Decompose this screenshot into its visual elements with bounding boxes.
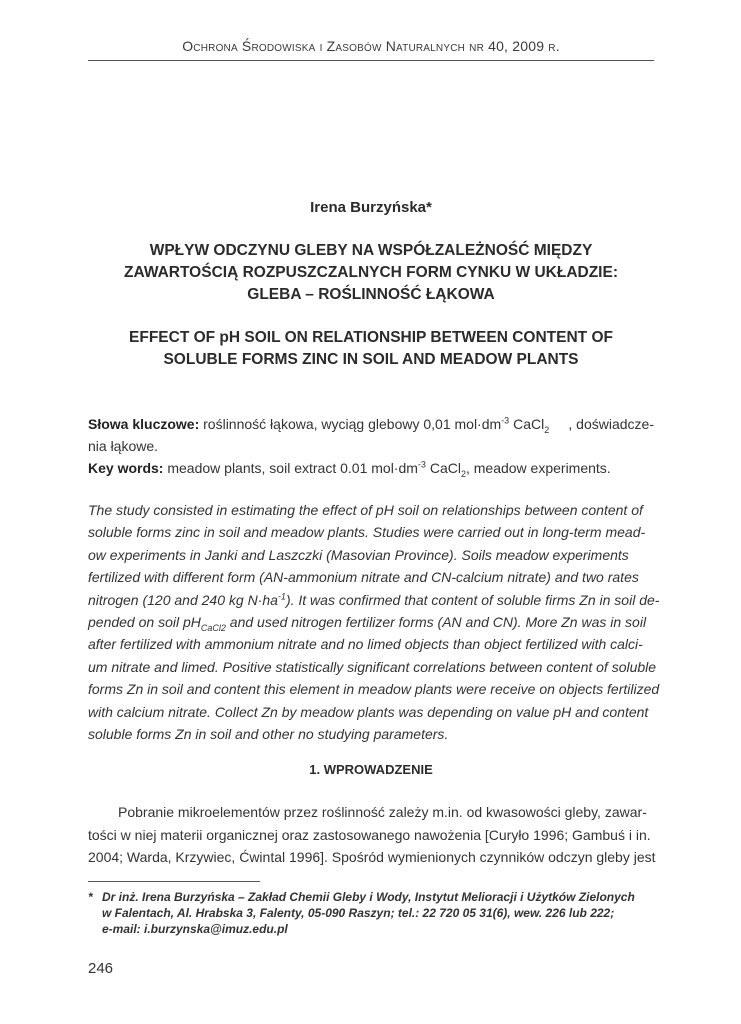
abstract-text: nitrogen (120 and 240 kg N·ha: [88, 591, 278, 608]
page-number: 246: [88, 960, 114, 977]
footnote-email-line[interactable]: e-mail: i.burzynska@imuz.edu.pl: [102, 922, 288, 936]
body-line: [88, 801, 654, 824]
title-pl-line: WPŁYW ODCZYNU GLEBY NA WSPÓŁZALEŻNOŚĆ MIĘDZY: [149, 242, 593, 259]
abstract-line: [88, 611, 654, 633]
abstract-line: [88, 633, 654, 655]
keywords-english: [88, 457, 654, 479]
title-pl-line: GLEBA – ROŚLINNOŚĆ ŁĄKOWA: [247, 286, 495, 303]
keywords-en-sup: -3: [417, 459, 426, 470]
body-line: [88, 846, 654, 869]
keywords-pl-first-line: [88, 413, 549, 435]
footnote: [88, 889, 654, 937]
section-heading: 1. WPROWADZENIE: [309, 762, 433, 777]
keywords-pl-line2: nia łąkowe.: [88, 438, 159, 454]
abstract-line: [88, 521, 654, 543]
abstract-line-text: [88, 589, 659, 611]
footnote-marker: *: [88, 890, 93, 904]
abstract-line-text: with calcium nitrate. Collect Zn by meadow plants was depending on value pH and content: [88, 703, 649, 720]
keywords-pl-label: Słowa kluczowe:: [88, 416, 200, 432]
abstract-line: [88, 589, 660, 611]
abstract-sup: -1: [277, 590, 286, 601]
body-paragraph: [88, 801, 654, 869]
abstract-line: [88, 499, 654, 521]
keywords-pl-sup: -3: [501, 415, 510, 426]
title-english: [88, 327, 654, 371]
keywords-pl-text: , doświadcze-: [568, 416, 654, 432]
abstract-line-text: [88, 611, 646, 633]
abstract-sub: CaCl2: [200, 622, 226, 633]
abstract-line: [88, 723, 654, 745]
abstract: [88, 499, 660, 745]
footnote-lines: [102, 889, 654, 937]
abstract-text: ). It was confirmed that content of soluble firms Zn in soil de-: [285, 591, 660, 608]
abstract-line-text: ow experiments in Janki and Laszczki (Masovian Province). Soils meadow experiments: [88, 546, 629, 563]
body-line-text: Pobranie mikroelementów przez roślinność zależy m.in. od kwasowości gleby, zawar-: [118, 804, 647, 820]
title-pl-line: ZAWARTOŚCIĄ ROZPUSZCZALNYCH FORM CYNKU W UKŁADZIE:: [124, 264, 618, 281]
abstract-line-text: um nitrate and limed. Positive statistically significant correlations between content of soluble: [88, 658, 657, 675]
abstract-text: pended on soil pH: [88, 614, 201, 631]
title-polish: [88, 240, 654, 306]
keywords-en-text: , meadow experiments.: [465, 460, 611, 476]
footnote-line: Dr inż. Irena Burzyńska – Zakład Chemii Gleby i Wody, Instytut Melioracji i Użytków Zielonych: [102, 890, 635, 904]
abstract-line: [88, 701, 654, 723]
abstract-line-text: The study consisted in estimating the effect of pH soil on relationships between content of: [88, 502, 643, 518]
keywords-en-text: CaCl: [425, 460, 461, 476]
keywords-en-label: Key words:: [88, 460, 164, 476]
abstract-line-text: fertilized with different form (AN-ammonium nitrate and CN-calcium nitrate) and two rates: [88, 569, 639, 586]
abstract-line-text: forms Zn in soil and content this element in meadow plants were receive on objects fertilized: [88, 681, 660, 698]
title-en-line: EFFECT OF pH SOIL ON RELATIONSHIP BETWEEN CONTENT OF: [129, 329, 613, 346]
footnote-rule: [88, 881, 260, 882]
running-head: Ochrona Środowiska i Zasobów Naturalnych nr 40, 2009 r.: [182, 38, 560, 54]
abstract-line: [88, 678, 660, 700]
abstract-line: [88, 656, 657, 678]
abstract-line: [88, 566, 654, 588]
keywords-pl-text: roślinność łąkowa, wyciąg glebowy 0,01 mol·dm: [199, 416, 502, 432]
keywords-en-text: meadow plants, soil extract 0.01 mol·dm: [163, 460, 418, 476]
title-en-line: SOLUBLE FORMS ZINC IN SOIL AND MEADOW PLANTS: [163, 351, 579, 368]
keywords-pl-sub: 2: [544, 424, 550, 435]
abstract-line-text: soluble forms zinc in soil and meadow plants. Studies were carried out in long-term mead-: [88, 524, 646, 541]
keywords-pl-text: CaCl: [509, 416, 545, 432]
body-line-text: tości w niej materii organicznej oraz zastosowanego nawożenia [Curyło 1996; Gambuś i in.: [88, 826, 651, 843]
body-line-text: 2004; Warda, Krzywiec, Ćwintal 1996]. Spośród wymienionych czynników odczyn gleby jest: [88, 849, 656, 866]
keywords-polish: [88, 413, 654, 457]
header-rule: [88, 60, 654, 61]
abstract-line-text: after fertilized with ammonium nitrate and no limed objects than object fertilized with calci-: [88, 636, 643, 653]
abstract-line: [88, 544, 654, 566]
keywords-en-sub: 2: [460, 468, 466, 479]
abstract-line-text: soluble forms Zn in soil and other no studying parameters.: [88, 726, 449, 743]
author-name: Irena Burzyńska*: [310, 199, 432, 216]
body-line: [88, 824, 654, 847]
footnote-line: w Falentach, Al. Hrabska 3, Falenty, 05-090 Raszyn; tel.: 22 720 05 31(6), wew. 226 lub 222;: [102, 906, 615, 920]
abstract-text: and used nitrogen fertilizer forms (AN and CN). More Zn was in soil: [225, 614, 647, 631]
